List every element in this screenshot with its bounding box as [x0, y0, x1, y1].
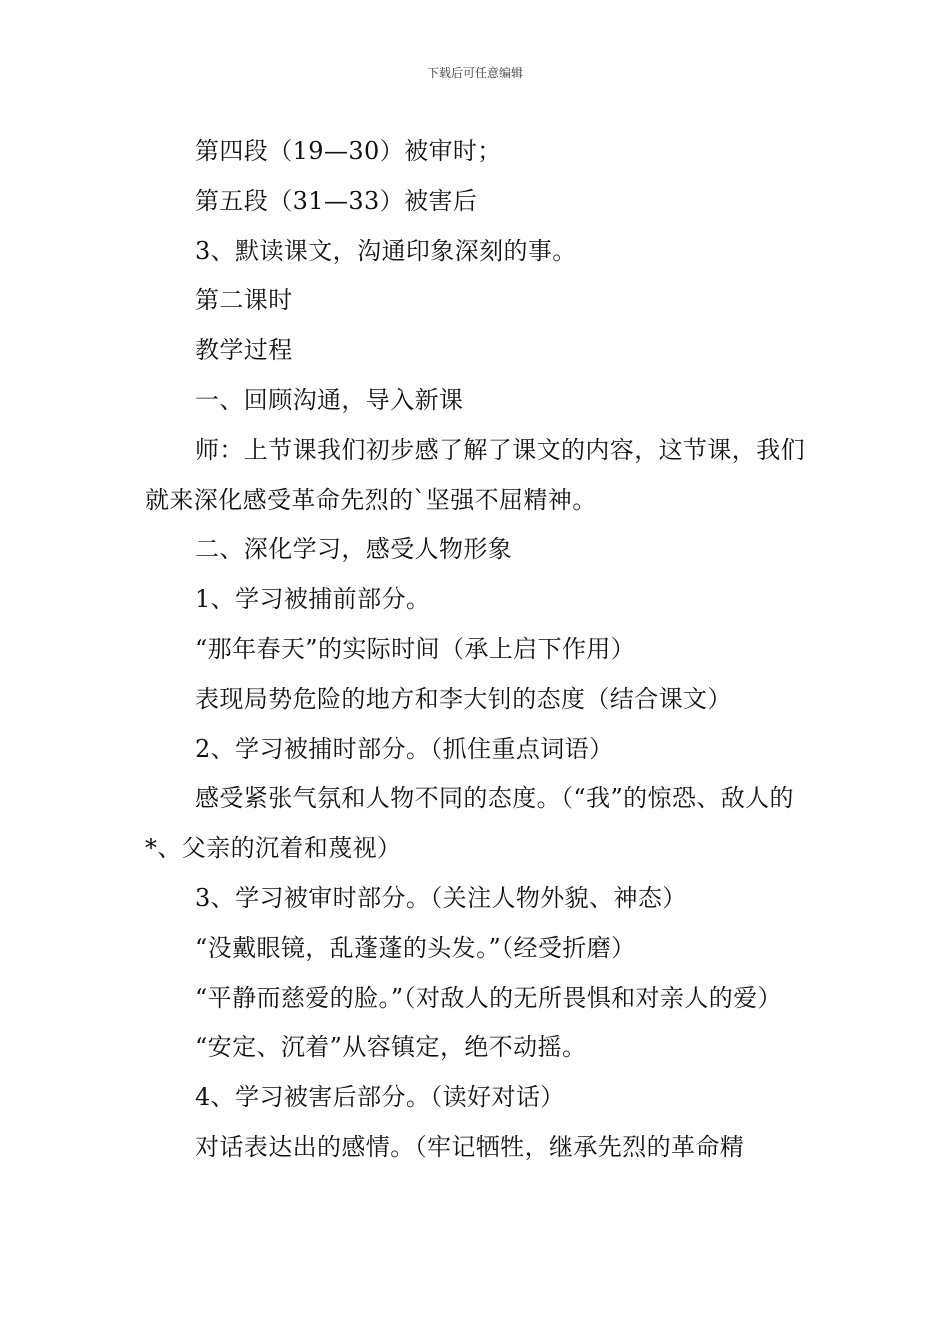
paragraph-teacher-intro: 师：上节课我们初步感了解了课文的内容，这节课，我们就来深化感受革命先烈的`坚强不屈精神。	[145, 435, 805, 514]
paragraph-danger-attitude: 表现局势危险的地方和李大钊的态度（结合课文）	[195, 684, 732, 713]
paragraph-during-arrest: 2、学习被捕时部分。（抓住重点词语）	[195, 734, 614, 763]
paragraph-section-four: 第四段（19—30）被审时；	[195, 137, 502, 165]
paragraph-no-glasses: “没戴眼镜，乱蓬蓬的头发。”（经受折磨）	[195, 933, 636, 962]
paragraph-before-arrest: 1、学习被捕前部分。	[195, 585, 431, 614]
paragraph-calm-face: “平静而慈爱的脸。”（对敌人的无所畏惧和对亲人的爱）	[195, 983, 782, 1012]
paragraph-spring-time: “那年春天”的实际时间（承上启下作用）	[195, 634, 636, 663]
paragraph-after-death: 4、学习被害后部分。（读好对话）	[195, 1083, 565, 1112]
paragraph-step-3: 3、默读课文，沟通印象深刻的事。	[195, 236, 577, 265]
paragraph-deep-study: 二、深化学习，感受人物形象	[195, 535, 513, 564]
paragraph-section-five: 第五段（31—33）被害后	[195, 186, 478, 215]
document-body	[145, 127, 810, 1173]
paragraph-second-lesson: 第二课时	[195, 286, 293, 315]
page-header: 下载后可任意编辑	[426, 66, 523, 80]
paragraph-during-trial: 3、学习被审时部分。（关注人物外貌、神态）	[195, 883, 687, 912]
paragraph-teaching-process: 教学过程	[195, 336, 293, 365]
paragraph-composed: “安定、沉着”从容镇定，绝不动摇。	[195, 1033, 587, 1062]
paragraph-tension: 感受紧张气氛和人物不同的态度。（“我”的惊恐、敌人的*、父亲的沉着和蔑视）	[145, 784, 794, 863]
paragraph-dialogue-emotion: 对话表达出的感情。（牢记牺牲，继承先烈的革命精	[195, 1132, 745, 1161]
paragraph-review-intro: 一、回顾沟通，导入新课	[195, 385, 464, 414]
